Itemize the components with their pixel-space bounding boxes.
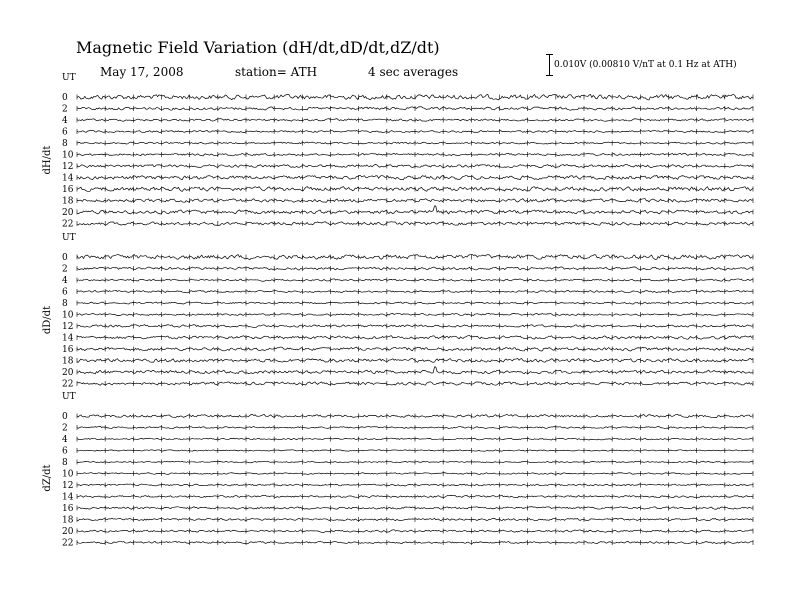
hour-tick-label: 16 <box>62 345 74 355</box>
panel-ylabel: dD/dt <box>42 305 53 335</box>
hour-tick-label: 2 <box>62 104 68 115</box>
hour-tick-label: 6 <box>62 446 68 457</box>
hour-tick-label: 0 <box>62 253 68 263</box>
hour-tick-label: 20 <box>62 527 74 537</box>
scale-label: 0.010V (0.00810 V/nT at 0.1 Hz at ATH) <box>554 60 737 70</box>
hour-tick-label: 22 <box>62 379 74 390</box>
station-label: station= ATH <box>235 65 318 79</box>
hour-tick-label: 6 <box>62 127 68 138</box>
panel-ylabel: dH/dt <box>42 145 53 175</box>
hour-tick-label: 0 <box>62 93 68 103</box>
hour-tick-label: 8 <box>62 139 68 149</box>
panel-ylabel: dZ/dt <box>42 464 53 492</box>
hour-tick-label: 18 <box>62 515 74 526</box>
hour-tick-label: 20 <box>62 368 74 378</box>
date-label: May 17, 2008 <box>100 65 184 79</box>
hour-tick-label: 0 <box>62 412 68 422</box>
hour-tick-label: 16 <box>62 504 74 514</box>
hour-tick-label: 12 <box>62 162 74 172</box>
hour-tick-label: 12 <box>62 322 74 332</box>
hour-tick-label: 4 <box>62 435 68 445</box>
hour-tick-label: 16 <box>62 185 74 195</box>
ut-axis-label: UT <box>62 73 76 83</box>
averaging-label: 4 sec averages <box>368 65 459 79</box>
hour-tick-label: 14 <box>62 333 74 344</box>
hour-tick-label: 18 <box>62 196 74 207</box>
hour-tick-label: 6 <box>62 287 68 298</box>
hour-tick-label: 10 <box>62 469 74 480</box>
hour-tick-label: 14 <box>62 492 74 503</box>
hour-tick-label: 14 <box>62 173 74 184</box>
hour-tick-label: 18 <box>62 356 74 367</box>
hour-tick-label: 20 <box>62 208 74 218</box>
hour-tick-label: 8 <box>62 299 68 309</box>
chart-title: Magnetic Field Variation (dH/dt,dD/dt,dZ/dt) <box>76 38 440 57</box>
hour-tick-label: 10 <box>62 150 74 161</box>
hour-tick-label: 10 <box>62 310 74 321</box>
ut-axis-label: UT <box>62 233 76 243</box>
hour-tick-label: 2 <box>62 264 68 275</box>
ut-axis-label: UT <box>62 392 76 402</box>
hour-tick-label: 22 <box>62 219 74 230</box>
hour-tick-label: 4 <box>62 276 68 286</box>
hour-tick-label: 12 <box>62 481 74 491</box>
hour-tick-label: 22 <box>62 538 74 549</box>
hour-tick-label: 8 <box>62 458 68 468</box>
hour-tick-label: 4 <box>62 116 68 126</box>
hour-tick-label: 2 <box>62 423 68 434</box>
